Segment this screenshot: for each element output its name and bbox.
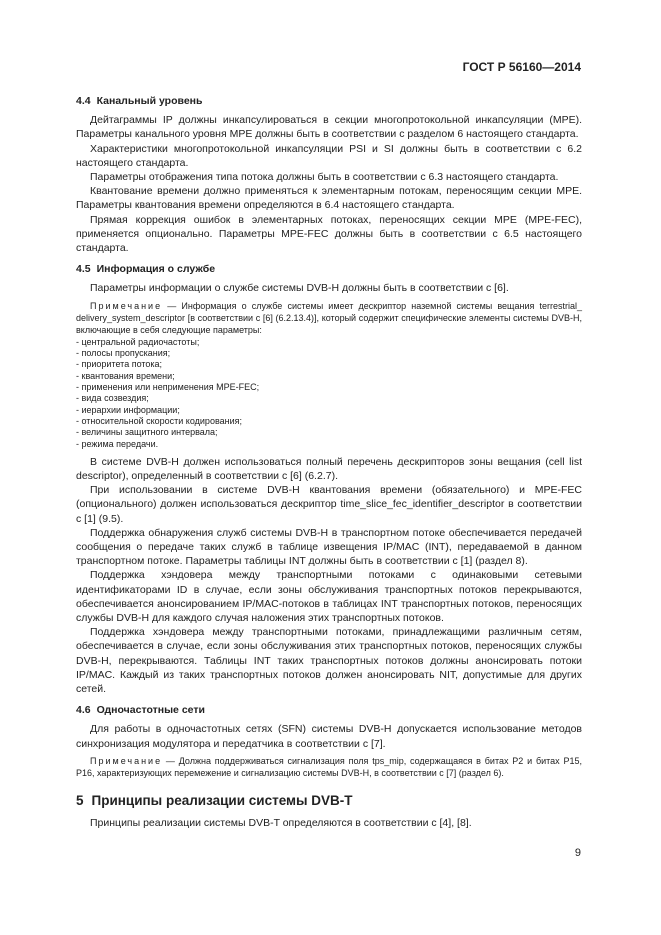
note <box>76 755 582 780</box>
list-item: - относительной скорости кодирования; <box>76 416 582 427</box>
paragraph: Квантование времени должно применяться к элементарным потокам, переносящим секции МРЕ. Параметры квантования времени определяются в 6.4 настоящего стандарта. <box>76 185 582 212</box>
section-number: 4.4 <box>76 95 91 107</box>
section-number: 5 <box>76 792 84 808</box>
list-item: - применения или неприменения MPE-FEC; <box>76 382 582 393</box>
section-number: 4.5 <box>76 263 91 276</box>
page-number: 9 <box>574 847 581 859</box>
section-heading-4-6 <box>76 703 582 717</box>
list-item: - вида созвездия; <box>76 393 582 404</box>
paragraph: Прямая коррекция ошибок в элементарных потоках, переносящих секции МРЕ (MPE-FEC), применяется опционально. Параметры MPE-FEC должны быть в соответствии с 6.5 настоящего стандарта. <box>76 213 582 255</box>
note <box>76 300 582 337</box>
paragraph: Параметры отображения типа потока должны быть в соответствии с 6.3 настоящего стандарта. <box>90 171 559 184</box>
paragraph: Поддержка обнаружения служб системы DVB-H в транспортном потоке обеспечивается передачей сообщения о передаче таких служб в таблице извещения IP/MAC (INT), передаваемой в данном транспортном потоке. Параметры таблицы INT должны быть в соответствии с [1] (раздел 8). <box>76 526 582 568</box>
note-text: — Информация о службе системы имеет дескриптор наземной системы вещания terrestrial_ delivery_system_descriptor [в соответствии с [6] (6.2.13.4)], который содержит специфические элементы системы DVB-H, включающие в себя следующие параметры: <box>76 300 582 336</box>
paragraph: В системе DVB-H должен использоваться полный перечень дескрипторов зоны вещания (cell list descriptor), определенный в соответствии с [6] (6.2.7). <box>76 455 582 483</box>
parameter-list <box>76 337 582 450</box>
note-label: Примечание <box>90 755 163 766</box>
section-heading-4-5 <box>76 262 582 276</box>
paragraph: Для работы в одночастотных сетях (SFN) системы DVB-H допускается использование методов синхронизация модулятора и передатчика в соответствии с [7]. <box>76 723 582 750</box>
list-item: - полосы пропускания; <box>76 348 582 359</box>
list-item: - приоритета потока; <box>76 359 582 370</box>
paragraph: Дейтаграммы IP должны инкапсулироваться в секции многопротокольной инкапсуляции (МРЕ). Параметры канального уровня МРЕ должны быть в соответствии с разделом 6 настоящего стандарта. <box>76 114 582 141</box>
paragraph: Поддержка хэндовера между транспортными потоками с одинаковыми сетевыми идентификаторами ID в случае, если зоны обслуживания транспортных потоков перекрываются, обеспечивается анонсированием IP/MAC-потоков в таблицах INT транспортных потоков, переносящих службы DVB-H для каждого случая наложения этих транспортных потоков. <box>76 569 582 625</box>
list-item: - величины защитного интервала; <box>76 427 582 438</box>
list-item: - центральной радиочастоты; <box>76 337 582 348</box>
paragraph: Характеристики многопротокольной инкапсуляции PSI и SI должны быть в соответствии с 6.2 настоящего стандарта. <box>76 142 582 169</box>
paragraph: При использовании в системе DVB-H квантования времени (обязательного) и MPE-FEC (опционального) должен использоваться дескриптор time_slice_fec_identifier_descriptor в соответствии с [1] (9.5). <box>76 484 582 525</box>
paragraph: Поддержка хэндовера между транспортными потоками, принадлежащими различным сетям, обеспечивается в случае, если зоны обслуживания этих транспортных потоков, переносящих службы DVB-H, перекрываются. Таблицы INT таких транспортных потоков должны анонсировать потоки IP/MAC. Каждый из таких транспортных потоков должен анонсировать NIT, допустимые для других сетей. <box>76 626 582 696</box>
note-text: — Должна поддерживаться сигнализация поля tps_mip, содержащаяся в битах Р2 и битах Р15, Р16, характеризующих перемежение и сигнализацию системы DVB-H, в соответствии с [7] (раздел 6). <box>76 755 582 779</box>
list-item: - иерархии информации; <box>76 405 582 416</box>
list-item: - квантования времени; <box>76 371 582 382</box>
page-content <box>76 94 582 830</box>
section-title: Канальный уровень <box>96 95 203 107</box>
section-heading-4-4 <box>76 94 582 108</box>
list-item: - режима передачи. <box>76 439 582 450</box>
paragraph: Принципы реализации системы DVB-T определяются в соответствии с [4], [8]. <box>90 816 472 829</box>
section-title: Одночастотные сети <box>96 704 205 717</box>
section-heading-5 <box>76 794 582 808</box>
note-label: Примечание <box>90 300 163 311</box>
paragraph: Параметры информации о службе системы DVB-H должны быть в соответствии с [6]. <box>90 282 509 295</box>
section-number: 4.6 <box>76 704 91 717</box>
document-id: ГОСТ Р 56160—2014 <box>462 60 581 74</box>
section-title: Принципы реализации системы DVB-T <box>91 792 353 808</box>
section-title: Информация о службе <box>96 263 216 276</box>
